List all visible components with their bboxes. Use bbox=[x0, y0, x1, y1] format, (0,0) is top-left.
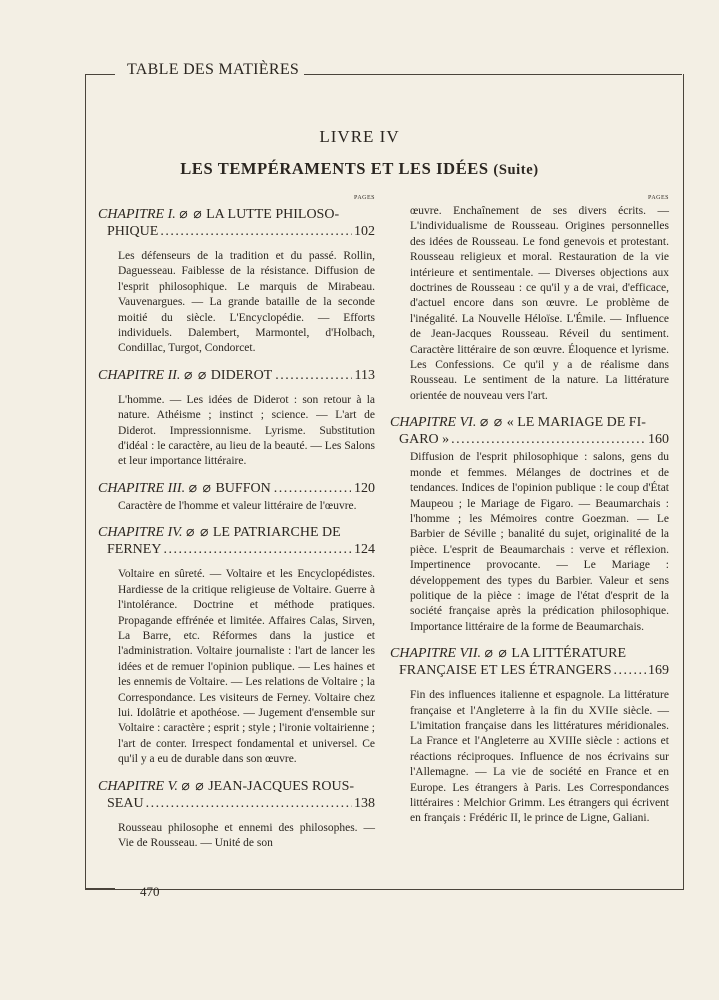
chapter-title: LA LITTÉRATURE bbox=[511, 646, 627, 662]
leader-dots bbox=[160, 223, 352, 240]
chapter-title: JEAN-JACQUES ROUS- bbox=[208, 778, 355, 794]
chapter-entry[interactable] bbox=[98, 480, 375, 497]
page-number: 124 bbox=[354, 542, 375, 558]
leader-dots bbox=[613, 662, 646, 679]
chapter-title: « LE MARIAGE DE FI- bbox=[506, 415, 646, 431]
chapter-number: CHAPITRE V. bbox=[98, 778, 178, 794]
chapter-title: LE PATRIARCHE DE bbox=[212, 525, 341, 541]
chapter-number: CHAPITRE II. bbox=[98, 367, 181, 383]
ornament-icon: ⌀ ⌀ bbox=[183, 367, 208, 383]
chapter-summary: Caractère de l'homme et valeur littéraire de l'œuvre. bbox=[118, 499, 357, 512]
chapter-number: CHAPITRE I. bbox=[98, 207, 176, 222]
chapter-entry[interactable] bbox=[98, 206, 375, 240]
page-number: 138 bbox=[354, 795, 375, 811]
pages-label: PAGES bbox=[648, 195, 669, 201]
page-number: 160 bbox=[648, 432, 669, 448]
chapter-number: CHAPITRE VI. bbox=[390, 415, 477, 431]
folio-rule bbox=[85, 888, 115, 889]
chapter-number: CHAPITRE III. bbox=[98, 480, 186, 496]
chapter-summary: Les défenseurs de la tradition et du passé. Rollin, Daguesseau. Faiblesse de la résistance. Diffusion de l'esprit philosophique. Le marquis de Mirabeau. Vauvenargues. — La grande bataille de la seconde moitié du siècle. L'Encyclopédie. — Efforts individuels. Dalembert, Marmontel, d'Holbach, Condillac, Turgot, Condorcet. bbox=[118, 250, 375, 355]
ornament-icon: ⌀ ⌀ bbox=[188, 480, 212, 496]
right-column bbox=[390, 195, 669, 837]
page-number: 102 bbox=[354, 224, 375, 239]
ornament-icon: ⌀ ⌀ bbox=[179, 207, 203, 222]
page-number: 113 bbox=[354, 367, 375, 383]
chapter-title-cont: PHIQUE bbox=[107, 224, 159, 239]
chapter-title-cont: SEAU bbox=[107, 795, 144, 811]
ornament-icon: ⌀ ⌀ bbox=[186, 525, 210, 541]
ornament-icon: ⌀ ⌀ bbox=[484, 646, 508, 662]
page-number: 120 bbox=[354, 480, 375, 496]
chapter-title-cont: GARO » bbox=[399, 432, 450, 448]
chapter-entry[interactable] bbox=[390, 645, 669, 679]
chapter-entry[interactable] bbox=[98, 778, 375, 812]
section-title bbox=[0, 159, 719, 179]
leader-dots bbox=[146, 795, 352, 812]
chapter-summary: Rousseau philosophe et ennemi des philosophes. — Vie de Rousseau. — Unité de son bbox=[118, 821, 375, 849]
chapter-summary: Diffusion de l'esprit philosophique : salons, gens du monde et femmes. Mélanges de doctrines et de tendances. Indices de l'opinion publique : le coup d'État Maupeou ; le Mariage de Figaro. — Beaumarchais : l'homme ; les Mémoires contre Goezman. — Le Barbier de Séville ; banalité du sujet, originalité de la pièce. L'esprit de Beaumarchais : verve et réflexion. Impertinence provocante. — Le Mariage : développement des types du Barbier. Valeur et sens politique de la pièce : image de l'état d'esprit de la société française après la prédication philosophique. Importance littéraire de la forme de Beaumarchais. bbox=[410, 451, 669, 633]
chapter-title-cont: FRANÇAISE ET LES ÉTRANGERS bbox=[399, 663, 612, 679]
pages-label: PAGES bbox=[354, 195, 375, 201]
chapter-entry[interactable] bbox=[98, 367, 375, 384]
section-title-main: LES TEMPÉRAMENTS ET LES IDÉES bbox=[180, 159, 489, 178]
leader-dots bbox=[451, 431, 646, 448]
chapter-summary: L'homme. — Les idées de Diderot : son retour à la nature. Athéisme ; instinct ; science. — L'art de Diderot. Impressionnisme. Lyrisme. Substitution d'idéal : le caractère, au lieu de la beauté. — Les Salons et leur importance littéraire. bbox=[118, 393, 375, 468]
left-column bbox=[98, 195, 375, 861]
chapter-title: DIDEROT bbox=[210, 367, 273, 383]
section-title-suite: (Suite) bbox=[493, 162, 539, 178]
chapter-number: CHAPITRE IV. bbox=[98, 525, 183, 541]
running-header: TABLE DES MATIÈRES bbox=[127, 61, 300, 78]
leader-dots bbox=[274, 480, 351, 497]
book-heading: LIVRE IV bbox=[319, 127, 400, 146]
chapter-number: CHAPITRE VII. bbox=[390, 646, 481, 662]
chapter-summary-continued: œuvre. Enchaînement de ses divers écrits. — L'individualisme de Rousseau. Origines personnelles des idées de Rousseau. Le fond genevois et protestant. Rousseau religieux et moral. Restauration de la vie intérieure et sentimentale. — Diverses objections aux doctrines de Rousseau : ce qu'il y a de vrai, d'efficace, d'actuel encore dans son œuvre. Le problème de l'inégalité. La Nouvelle Héloïse. L'Émile. — Influence de Jean-Jacques Rousseau. Réveil du sentiment. Caractère littéraire de son œuvre. Éloquence et lyrisme. Les Confessions. Ce qu'il y a de réalisme dans Rousseau. Le sentiment de la nature. La littérature orientée de nouveau vers l'art. bbox=[410, 205, 669, 402]
chapter-entry[interactable] bbox=[390, 414, 669, 448]
chapter-title-cont: FERNEY bbox=[107, 542, 162, 558]
chapter-title: BUFFON bbox=[215, 480, 271, 496]
chapter-entry[interactable] bbox=[98, 524, 375, 558]
page-number: 169 bbox=[648, 663, 669, 679]
leader-dots bbox=[163, 541, 352, 558]
ornament-icon: ⌀ ⌀ bbox=[181, 778, 205, 794]
leader-dots bbox=[275, 367, 351, 384]
page-folio: 470 bbox=[140, 884, 160, 899]
chapter-summary: Voltaire en sûreté. — Voltaire et les Encyclopédistes. Hardiesse de la critique religieuse de Voltaire. Guerre à l'intolérance. Doctrine et méthode pratiques. Propagande effrénée et limitée. Affaires Calas, Sirven, La Barre, etc. Réformes dans la justice et l'administration. Voltaire journaliste : l'art de lancer les idées et de remuer l'opinion publique. — Les haines et les ennemis de Voltaire. — Les relations de Voltaire ; la Correspondance. Les visiteurs de Ferney. Voltaire chez lui. Idolâtrie et apothéose. — Jugement d'ensemble sur Voltaire : caractère ; esprit ; style ; l'ironie voltairienne ; l'art de conter. Irrespect fondamental et universel. Ce qu'il y a eu de durable dans son œuvre. bbox=[118, 568, 375, 766]
chapter-summary: Fin des influences italienne et espagnole. La littérature française et l'Angleterre à la fin du XVIIe siècle. — L'imitation française dans les littératures méridionales. La France et l'Angleterre au XVIIIe siècle : actions et réactions réciproques. Influence de nos écrivains sur l'Allemagne. — La vie de société en France et en Europe. Les étrangers à Paris. Les Correspondances littéraires : Melchior Grimm. Les étrangers qui écrivent en français : Frédéric II, le prince de Ligne, Galiani. bbox=[410, 689, 669, 825]
ornament-icon: ⌀ ⌀ bbox=[479, 415, 504, 431]
chapter-title: LA LUTTE PHILOSO- bbox=[206, 207, 340, 222]
